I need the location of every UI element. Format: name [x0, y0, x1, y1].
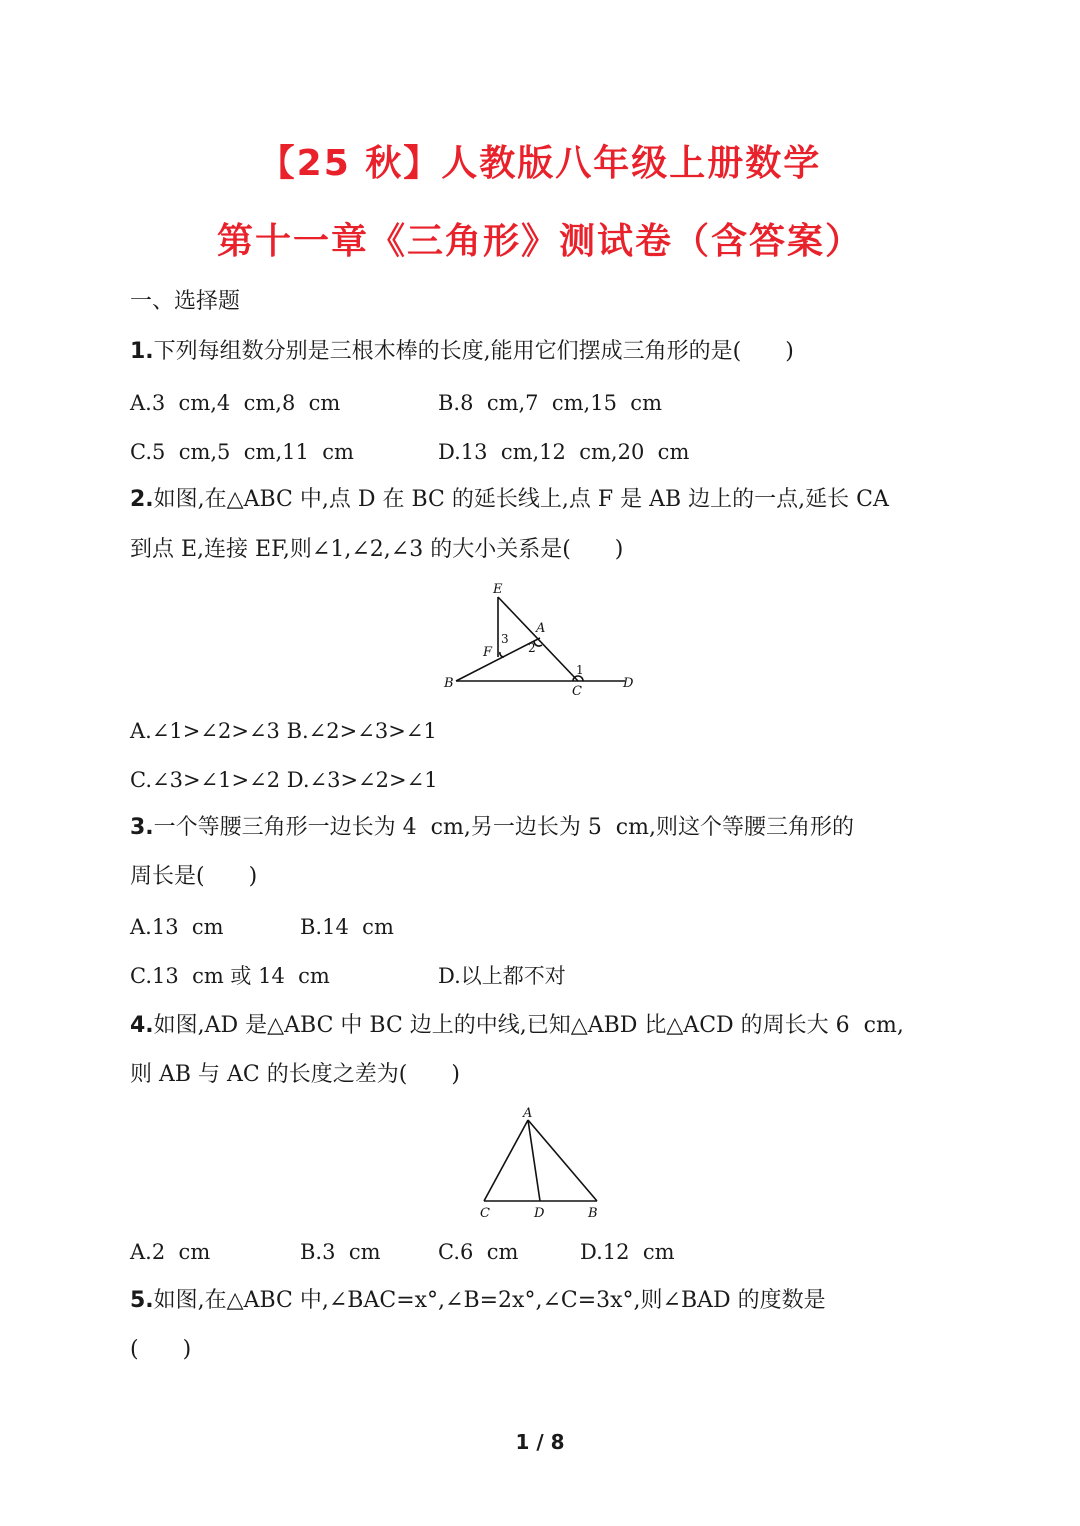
option-a: A.13 cm	[130, 915, 224, 939]
label-a: A	[536, 621, 546, 636]
label-angle-3: 3	[501, 632, 509, 646]
option-d: D.以上都不对	[438, 964, 566, 988]
label-c: C	[572, 684, 582, 699]
label-c: C	[480, 1206, 490, 1221]
question-number: 5.	[130, 1288, 154, 1313]
question-4	[130, 1011, 904, 1041]
label-b: B	[444, 676, 454, 691]
question-text: 下列每组数分别是三根木棒的长度,能用它们摆成三角形的是( )	[153, 339, 794, 364]
label-angle-2: 2	[528, 641, 536, 655]
option-b: B.14 cm	[300, 915, 394, 939]
option-a: A.2 cm	[130, 1240, 211, 1264]
option-c: C.13 cm 或 14 cm	[130, 964, 330, 988]
document-title-line1: 【25 秋】人教版八年级上册数学	[258, 143, 822, 184]
option-c: C.5 cm,5 cm,11 cm	[130, 440, 354, 464]
label-f: F	[483, 645, 493, 660]
label-e: E	[493, 582, 503, 597]
option-b: B.8 cm,7 cm,15 cm	[438, 391, 662, 415]
section-heading: 一、选择题	[130, 289, 241, 314]
question-number: 4.	[130, 1013, 154, 1038]
label-d: D	[623, 676, 634, 691]
angle-3-arc	[500, 652, 504, 657]
page-indicator: 1 / 8	[515, 1430, 565, 1454]
question-5	[130, 1286, 826, 1316]
option-cd: C.∠3>∠1>∠2 D.∠3>∠2>∠1	[130, 768, 438, 792]
question-text: 如图,在△ABC 中,∠BAC=x°,∠B=2x°,∠C=3x°,则∠BAD 的度数是	[153, 1288, 826, 1313]
option-d: D.13 cm,12 cm,20 cm	[438, 440, 690, 464]
question-text-cont: ( )	[130, 1337, 192, 1362]
question-3	[130, 813, 854, 843]
question-number: 2.	[130, 487, 154, 512]
question-text: 一个等腰三角形一边长为 4 cm,另一边长为 5 cm,则这个等腰三角形的	[153, 815, 854, 840]
document-title-line2: 第十一章《三角形》测试卷（含答案）	[216, 221, 863, 262]
question-text-cont: 则 AB 与 AC 的长度之差为( )	[130, 1062, 460, 1087]
option-b: B.3 cm	[300, 1240, 381, 1264]
option-d: D.12 cm	[580, 1240, 675, 1264]
label-angle-1: 1	[576, 663, 584, 677]
question-text: 如图,在△ABC 中,点 D 在 BC 的延长线上,点 F 是 AB 边上的一点,延长 CA	[153, 487, 889, 512]
question-text-cont: 到点 E,连接 EF,则∠1,∠2,∠3 的大小关系是( )	[130, 537, 624, 562]
segment-ac	[484, 1120, 528, 1201]
label-d: D	[534, 1206, 545, 1221]
option-ab: A.∠1>∠2>∠3 B.∠2>∠3>∠1	[130, 719, 437, 743]
label-a: A	[523, 1106, 533, 1121]
label-b: B	[588, 1206, 598, 1221]
question-text: 如图,AD 是△ABC 中 BC 边上的中线,已知△ABD 比△ACD 的周长大 6 cm,	[153, 1013, 904, 1038]
option-c: C.6 cm	[438, 1240, 519, 1264]
question-2	[130, 485, 889, 515]
question-number: 1.	[130, 339, 154, 364]
option-a: A.3 cm,4 cm,8 cm	[130, 391, 341, 415]
figure-triangle-abc-extended	[430, 575, 650, 700]
question-number: 3.	[130, 815, 154, 840]
figure-triangle-median	[470, 1100, 610, 1222]
question-text-cont: 周长是( )	[130, 864, 258, 889]
question-1	[130, 337, 794, 367]
